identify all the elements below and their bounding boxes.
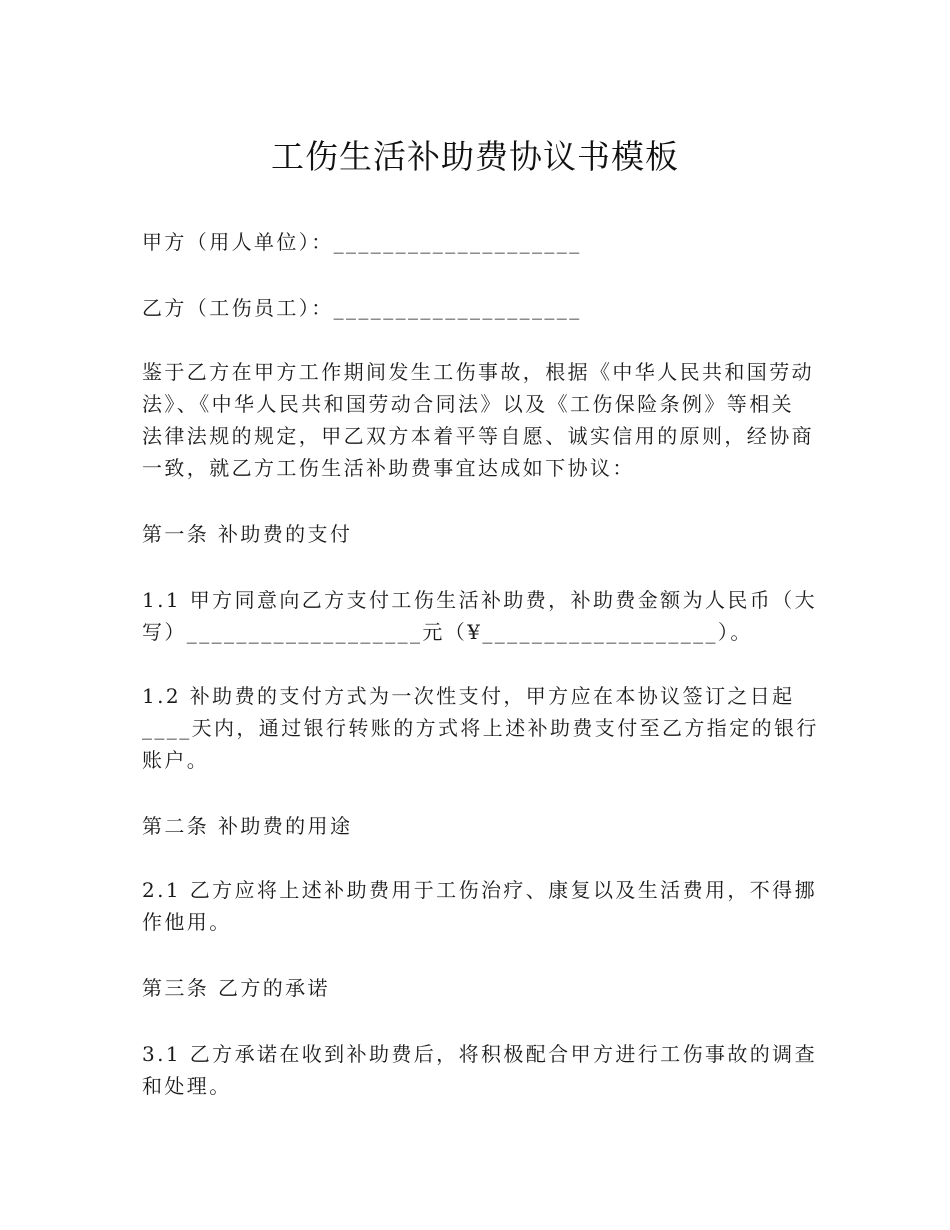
clause-1-2-line: ____天内，通过银行转账的方式将上述补助费支付至乙方指定的银行 [142,716,819,740]
preamble-line: 一致，就乙方工伤生活补助费事宜达成如下协议： [142,456,635,480]
article-3-heading-text: 第三条 乙方的承诺 [142,976,330,1000]
clause-3-1 [142,1038,817,1102]
clause-1-2-line: 账户。 [142,748,210,772]
clause-2-1-line: 作他用。 [142,910,232,934]
clause-2-1 [142,874,817,938]
party-a-text: 甲方（用人单位）：____________________ [142,230,582,254]
article-1-heading [142,518,794,550]
party-b-line [142,292,794,324]
article-2-heading-text: 第二条 补助费的用途 [142,814,353,838]
party-b-text: 乙方（工伤员工）：____________________ [142,296,582,320]
clause-1-1 [142,584,817,648]
party-a-line [142,226,794,258]
article-1-heading-text: 第一条 补助费的支付 [142,522,353,546]
document-title: 工伤生活补助费协议书模板 [271,137,679,176]
preamble-line: 鉴于乙方在甲方工作期间发生工伤事故，根据《中华人民共和国劳动 [142,360,814,384]
article-3-heading [142,972,794,1004]
clause-3-1-line: 和处理。 [142,1074,232,1098]
preamble-line: 法》、《中华人民共和国劳动合同法》以及《工伤保险条例》等相关 [142,392,794,416]
clause-3-1-line: 3.1 乙方承诺在收到补助费后，将积极配合甲方进行工伤事故的调查 [142,1042,817,1066]
preamble-line: 法律法规的规定，甲乙双方本着平等自愿、诚实信用的原则，经协商 [142,424,814,448]
clause-1-1-line: 1.1 甲方同意向乙方支付工伤生活补助费，补助费金额为人民币（大 [142,588,817,612]
clause-1-2 [142,680,819,776]
preamble-paragraph [142,356,814,484]
clause-1-1-line: 写）___________________元（¥___________________）。 [142,620,753,644]
clause-1-2-line: 1.2 补助费的支付方式为一次性支付，甲方应在本协议签订之日起 [142,684,795,708]
article-2-heading [142,810,794,842]
clause-2-1-line: 2.1 乙方应将上述补助费用于工伤治疗、康复以及生活费用，不得挪 [142,878,817,902]
